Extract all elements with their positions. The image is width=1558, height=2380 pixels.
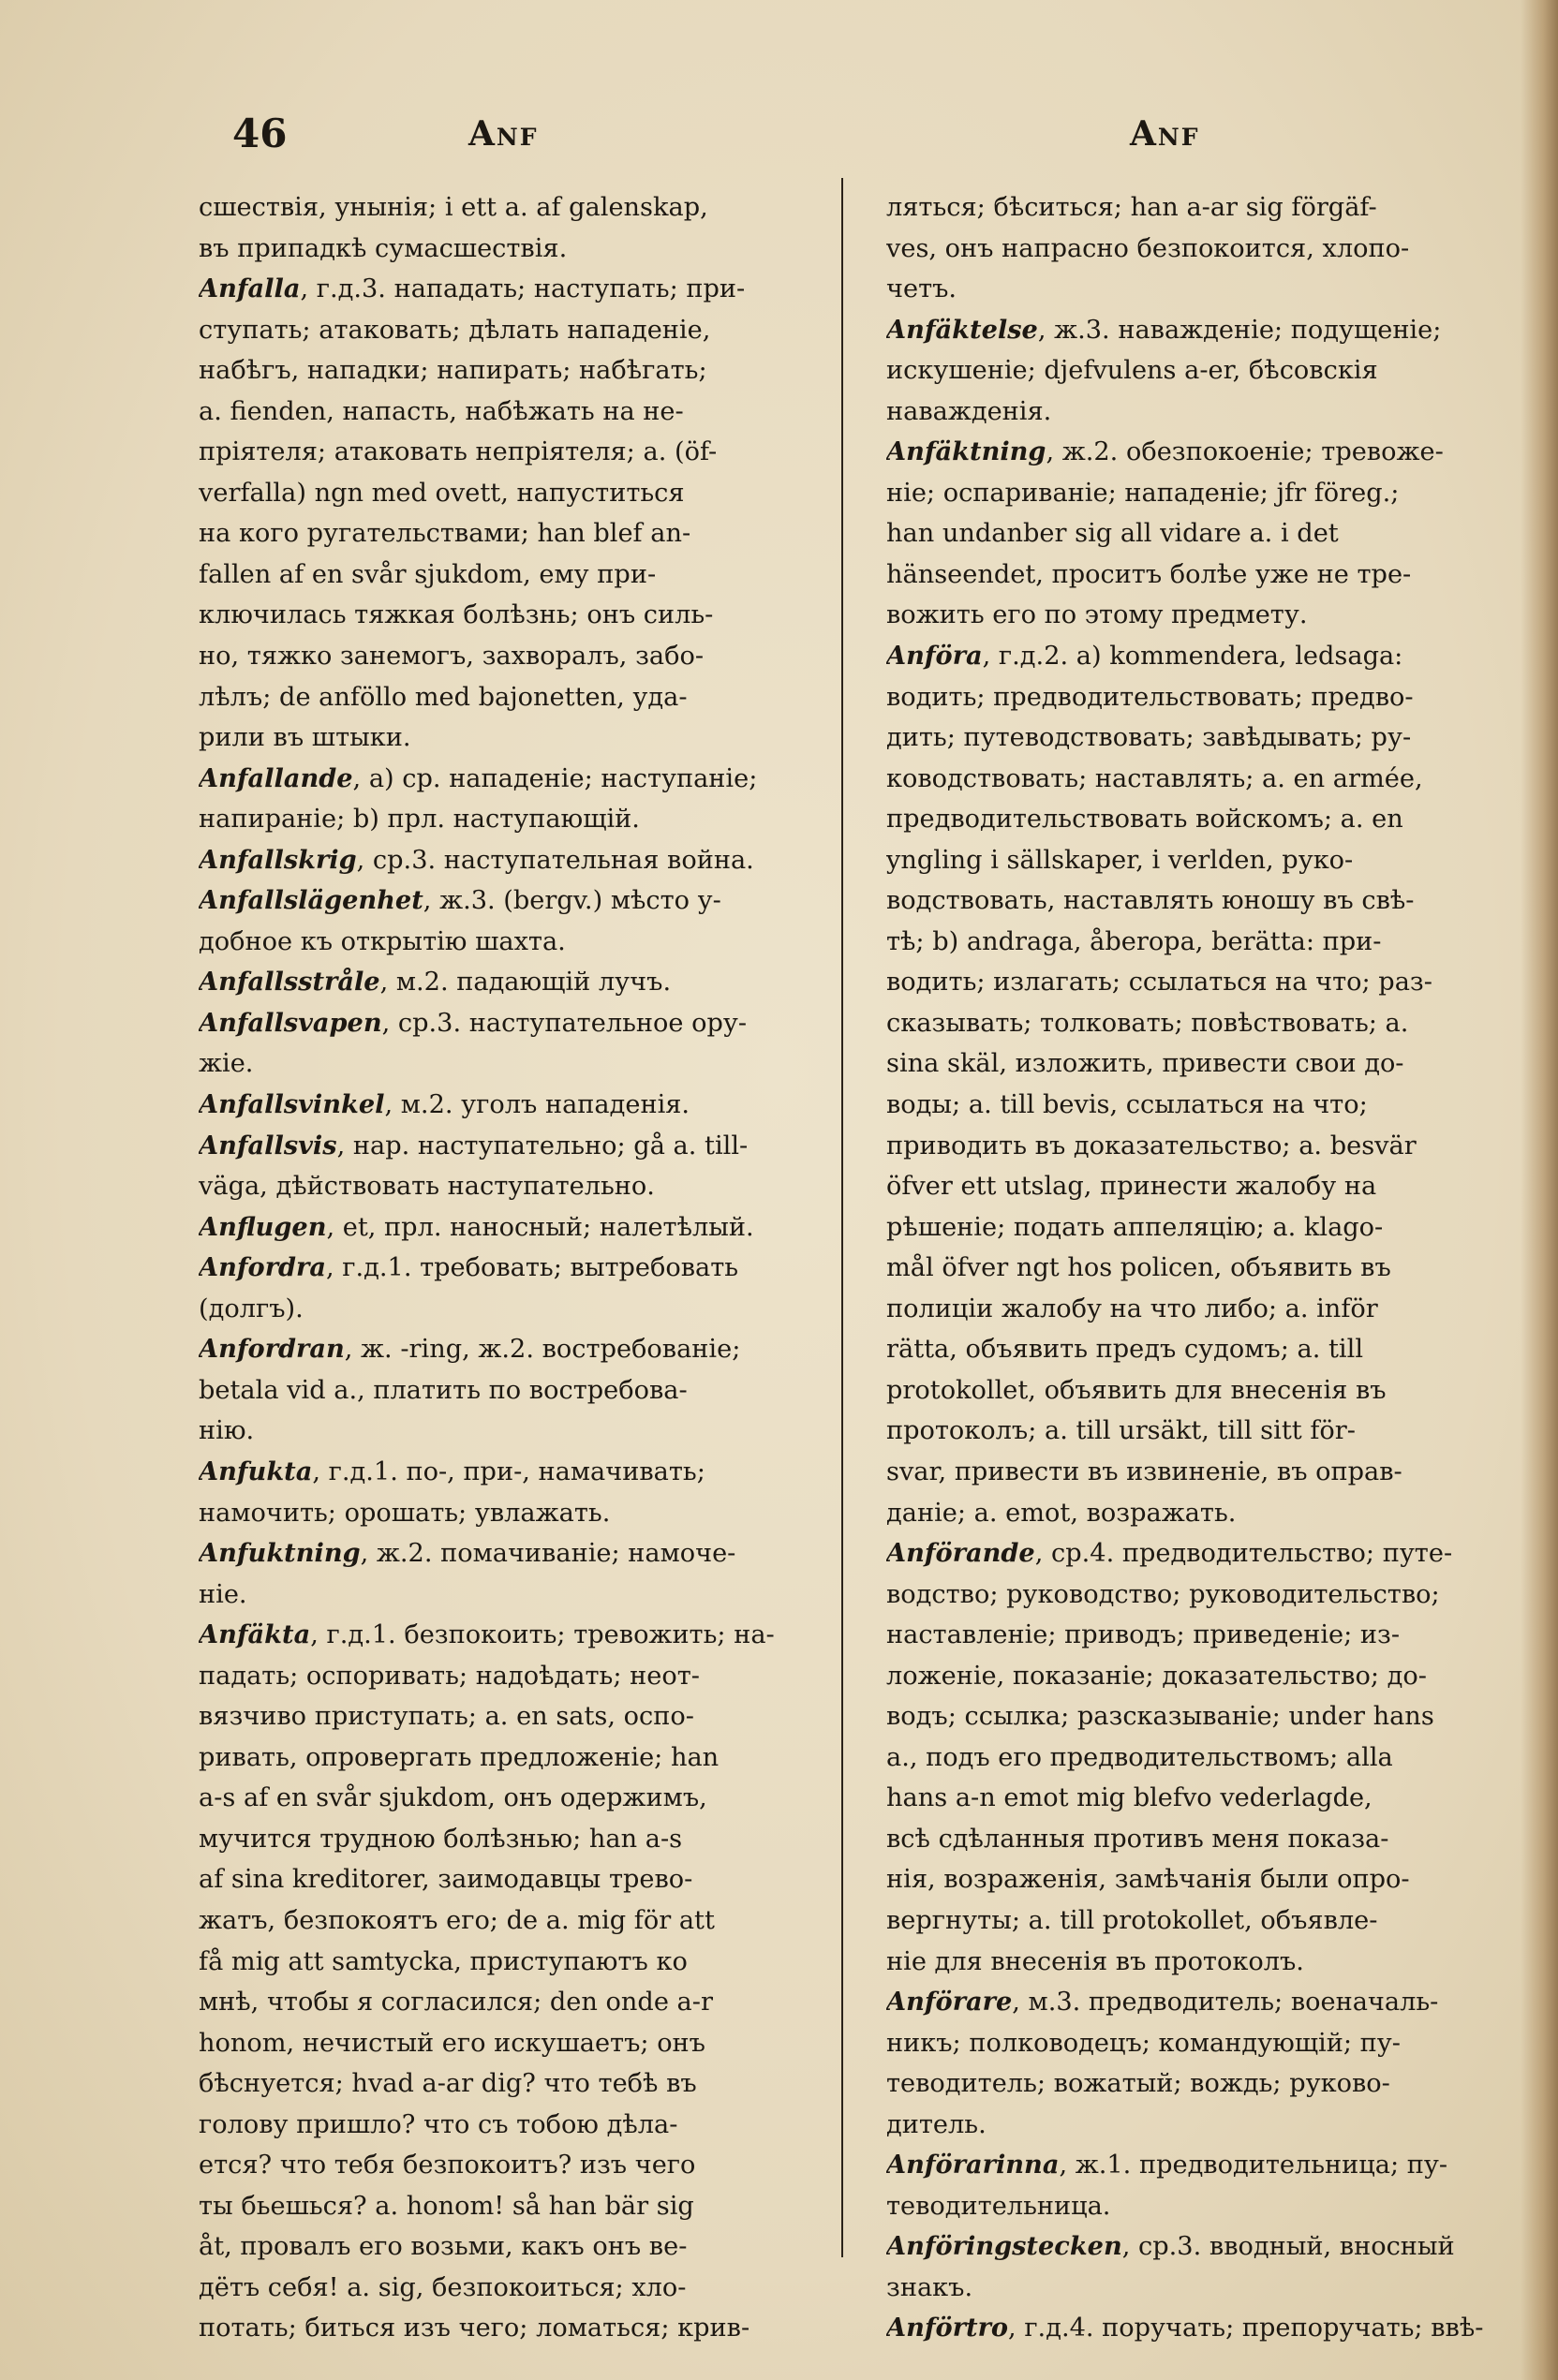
text-line: мнѣ, чтобы я согласился; den onde a-r xyxy=(199,1988,713,2018)
text-line: водство; руководство; руководительство; xyxy=(886,1579,1440,1609)
text-line: rätta, объявить предъ судомъ; a. till xyxy=(886,1335,1364,1365)
text-line: betala vid a., платить по востребова- xyxy=(199,1375,688,1405)
text-line: Anförtro, г.д.4. поручать; препоручать; ввѣ- xyxy=(886,2313,1484,2343)
text-line: Anföra, г.д.2. a) kommendera, ledsaga: xyxy=(886,641,1403,672)
text-line: ніе. xyxy=(199,1579,247,1609)
text-line: тѣ; b) andraga, åberopa, berätta: при- xyxy=(886,926,1382,956)
text-line: ривать, опровергать предложеніе; han xyxy=(199,1742,720,1772)
text-line: fallen af en svår sjukdom, ему при- xyxy=(199,559,657,589)
entry-headword: Anfallslägenhet xyxy=(199,885,423,916)
text-line: a. fienden, напасть, набѣжать на не- xyxy=(199,396,684,426)
text-line: теводитель; вожатый; вождь; руково- xyxy=(886,2069,1390,2099)
text-line: ляться; бѣситься; han a-ar sig förgäf- xyxy=(886,193,1377,222)
text-line: ves, онъ напрасно безпокоится, хлопо- xyxy=(886,233,1410,263)
text-line: protokollet, объявить для внесенія въ xyxy=(886,1375,1387,1405)
entry-headword: Anföra xyxy=(886,641,983,672)
right-running-head: Anf xyxy=(1130,114,1200,154)
text-line: вожить его по этому предмету. xyxy=(886,600,1308,630)
text-line: лѣлъ; de anföllo med bajonetten, уда- xyxy=(199,682,688,712)
text-line: mål öfver ngt hos policen, объявить въ xyxy=(886,1253,1391,1283)
text-line: Anfallsvis, нар. наступательно; gå a. till- xyxy=(199,1130,749,1160)
text-line: нію. xyxy=(199,1416,255,1446)
text-line: мучится трудною болѣзнью; han a-s xyxy=(199,1824,683,1854)
text-line: водствовать, наставлять юношу въ свѣ- xyxy=(886,886,1415,916)
entry-headword: Anfordra xyxy=(199,1252,326,1283)
text-line: на кого ругательствами; han blef an- xyxy=(199,519,691,549)
text-line: бѣснуется; hvad a-ar dig? что тебѣ въ xyxy=(199,2069,697,2099)
text-line: но, тяжко занемогъ, захворалъ, забо- xyxy=(199,642,705,672)
entry-headword: Anfuktning xyxy=(199,1538,361,1569)
text-line: жатъ, безпокоятъ его; de a. mig för att xyxy=(199,1905,715,1935)
text-line: никъ; полководецъ; командующій; пу- xyxy=(886,2028,1401,2058)
text-line: han undanber sig all vidare a. i det xyxy=(886,519,1339,549)
text-line: ключилась тяжкая болѣзнь; онъ силь- xyxy=(199,600,714,630)
text-line: Anfäktelse, ж.3. наважденіе; подущеніе; xyxy=(886,314,1442,345)
text-line: ніе для внесенія въ протоколъ. xyxy=(886,1946,1304,1976)
text-line: Anfukta, г.д.1. по-, при-, намачивать; xyxy=(199,1456,705,1486)
text-line: дитель. xyxy=(886,2109,987,2139)
text-line: водить; предводительствовать; предво- xyxy=(886,682,1414,712)
entry-headword: Anfallskrig xyxy=(199,844,357,875)
text-line: ложеніе, показаніе; доказательство; до- xyxy=(886,1661,1427,1691)
text-line: дётъ себя! a. sig, безпокоиться; хло- xyxy=(199,2272,687,2302)
text-line: ніе; оспариваніе; нападеніе; jfr föreg.; xyxy=(886,478,1400,508)
entry-headword: Anförande xyxy=(886,1538,1035,1569)
text-line: Anföringstecken, ср.3. вводный, вносный xyxy=(886,2231,1455,2262)
text-line: теводительница. xyxy=(886,2191,1111,2221)
entry-headword: Anförarinna xyxy=(886,2150,1060,2180)
text-line: жіе. xyxy=(199,1049,254,1079)
text-line: Anförarinna, ж.1. предводительница; пу- xyxy=(886,2150,1448,2180)
text-line: падать; оспоривать; надоѣдать; неот- xyxy=(199,1661,700,1691)
text-line: вергнуты; a. till protokollet, объявле- xyxy=(886,1905,1378,1935)
text-line: Anförare, м.3. предводитель; военачаль- xyxy=(886,1987,1439,2018)
text-line: Anfäktning, ж.2. обезпокоеніе; тревоже- xyxy=(886,436,1444,467)
entry-headword: Anfukta xyxy=(199,1456,313,1486)
entry-headword: Anfäktning xyxy=(886,436,1046,467)
left-column xyxy=(199,187,824,2349)
text-line: ется? что тебя безпокоитъ? изъ чего xyxy=(199,2151,696,2180)
entry-headword: Anförare xyxy=(886,1987,1013,2018)
entry-headword: Anfallsstråle xyxy=(199,967,380,998)
entry-headword: Anfallande xyxy=(199,762,353,793)
text-line: знакъ. xyxy=(886,2272,973,2302)
text-line: Anfallsstråle, м.2. падающій лучъ. xyxy=(199,967,672,998)
text-line: Anförande, ср.4. предводительство; путе- xyxy=(886,1538,1453,1569)
text-line: всѣ сдѣланныя противъ меня показа- xyxy=(886,1824,1389,1854)
left-running-head: Anf xyxy=(468,114,539,154)
entry-headword: Anfallsvis xyxy=(199,1130,337,1160)
text-line: водъ; ссылка; разсказываніе; under hans xyxy=(886,1702,1434,1732)
text-line: hans a-n emot mig blefvo vederlagde, xyxy=(886,1783,1373,1813)
text-line: Anfalla, г.д.3. нападать; наступать; при- xyxy=(199,273,746,304)
entry-headword: Anfallsvapen xyxy=(199,1007,382,1038)
text-line: yngling i sällskaper, i verlden, руко- xyxy=(886,845,1354,875)
text-line: полиціи жалобу на что либо; a. inför xyxy=(886,1293,1378,1323)
entry-headword: Anfallsvinkel xyxy=(199,1089,385,1120)
text-line: Anfallslägenhet, ж.3. (bergv.) мѣсто у- xyxy=(199,885,721,916)
text-line: намочить; орошать; увлажать. xyxy=(199,1498,611,1528)
text-line: набѣгъ, нападки; напирать; набѣгать; xyxy=(199,356,707,386)
text-line: дить; путеводствовать; завѣдывать; ру- xyxy=(886,723,1412,753)
text-line: af sina kreditorer, заимодавцы трево- xyxy=(199,1865,693,1895)
entry-headword: Anförtro xyxy=(886,2313,1009,2343)
text-line: Anfäkta, г.д.1. безпокоить; тревожить; на- xyxy=(199,1619,775,1650)
page-spine-shadow xyxy=(1521,0,1558,2380)
text-line: водить; излагать; ссылаться на что; раз- xyxy=(886,968,1432,998)
text-line: ководствовать; наставлять; a. en armée, xyxy=(886,763,1423,793)
text-line: Anfuktning, ж.2. помачиваніе; намоче- xyxy=(199,1538,736,1569)
text-line: протоколъ; a. till ursäkt, till sitt för- xyxy=(886,1416,1356,1446)
page-header xyxy=(0,111,1558,167)
text-line: наважденія. xyxy=(886,396,1052,426)
text-line: väga, дѣйствовать наступательно. xyxy=(199,1172,655,1202)
text-line: ты бьешься? a. honom! så han bär sig xyxy=(199,2191,694,2221)
text-line: sina skäl, изложить, привести свои до- xyxy=(886,1049,1404,1079)
text-line: Anfallsvinkel, м.2. уголъ нападенія. xyxy=(199,1089,690,1120)
text-line: öfver ett utslag, принести жалобу на xyxy=(886,1172,1377,1202)
text-line: рили въ штыки. xyxy=(199,723,411,753)
text-line: Anfallande, a) ср. нападеніе; наступаніе; xyxy=(199,762,758,793)
text-line: сшествія, унынія; i ett a. af galenskap, xyxy=(199,193,708,222)
text-line: нія, возраженія, замѣчанія были опро- xyxy=(886,1865,1410,1895)
text-line: hänseendet, проситъ болѣе уже не тре- xyxy=(886,559,1412,589)
text-line: Anfallsvapen, ср.3. наступательное ору- xyxy=(199,1007,748,1038)
page-number: 46 xyxy=(232,111,288,156)
text-line: добное къ открытію шахта. xyxy=(199,926,566,956)
text-line: вязчиво приступать; a. en sats, оспо- xyxy=(199,1702,694,1732)
text-line: Anfordran, ж. -ring, ж.2. востребованіе; xyxy=(199,1334,741,1365)
text-line: få mig att samtycka, приступаютъ ко xyxy=(199,1946,688,1976)
text-line: искушеніе; djefvulens a-er, бѣсовскія xyxy=(886,356,1378,386)
text-line: ступать; атаковать; дѣлать нападеніе, xyxy=(199,315,711,345)
entry-headword: Anfäkta xyxy=(199,1619,311,1650)
text-line: даніе; a. emot, возражать. xyxy=(886,1498,1237,1528)
text-line: четъ. xyxy=(886,274,957,304)
text-line: потать; биться изъ чего; ломаться; крив- xyxy=(199,2313,750,2343)
text-line: приводить въ доказательство; a. besvär xyxy=(886,1131,1417,1160)
text-line: svar, привести въ извиненіе, въ оправ- xyxy=(886,1456,1402,1486)
text-line: въ припадкѣ сумасшествія. xyxy=(199,233,568,263)
text-line: воды; a. till bevis, ссылаться на что; xyxy=(886,1090,1368,1120)
text-line: Anflugen, et, прл. наносный; налетѣлый. xyxy=(199,1211,754,1242)
text-line: a-s af en svår sjukdom, онъ одержимъ, xyxy=(199,1783,707,1813)
text-line: голову пришло? что съ тобою дѣла- xyxy=(199,2109,678,2139)
text-line: сказывать; толковать; повѣствовать; a. xyxy=(886,1008,1409,1038)
text-line: пріятеля; атаковать непріятеля; a. (öf- xyxy=(199,437,718,467)
text-line: honom, нечистый его искушаетъ; онъ xyxy=(199,2028,705,2058)
entry-headword: Anflugen xyxy=(199,1211,327,1242)
column-divider xyxy=(841,178,843,2257)
entry-headword: Anfalla xyxy=(199,273,301,304)
entry-headword: Anfordran xyxy=(199,1334,345,1365)
text-line: verfalla) ngn med ovett, напуститься xyxy=(199,478,685,508)
text-line: Anfallskrig, ср.3. наступательная война. xyxy=(199,844,754,875)
text-line: предводительствовать войскомъ; a. en xyxy=(886,805,1403,835)
text-line: наставленіе; приводъ; приведеніе; из- xyxy=(886,1620,1401,1650)
text-line: Anfordra, г.д.1. требовать; вытребовать xyxy=(199,1252,739,1283)
entry-headword: Anföringstecken xyxy=(886,2231,1122,2262)
text-line: рѣшеніе; подать аппеляцію; a. klago- xyxy=(886,1212,1384,1242)
text-line: a., подъ его предводительствомъ; alla xyxy=(886,1742,1393,1772)
entry-headword: Anfäktelse xyxy=(886,314,1038,345)
text-line: (долгъ). xyxy=(199,1293,304,1323)
right-column xyxy=(886,187,1512,2349)
text-line: напираніе; b) прл. наступающій. xyxy=(199,805,640,835)
text-line: åt, провалъ его возьми, какъ онъ ве- xyxy=(199,2232,688,2262)
